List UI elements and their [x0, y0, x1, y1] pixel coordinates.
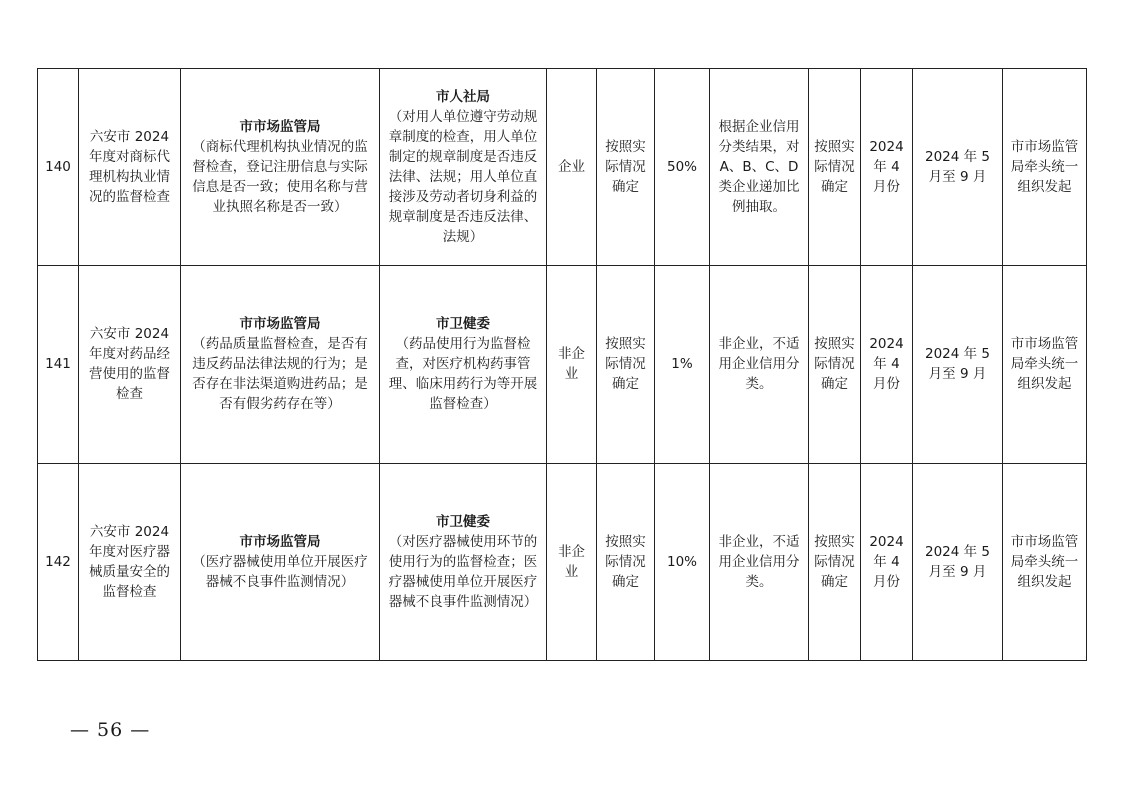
table-row: [38, 69, 1087, 266]
lead-department-cell: [181, 69, 380, 266]
row-number-cell: 140: [38, 69, 79, 266]
lead-department-cell: [181, 463, 380, 660]
cooperating-department-detail: （药品使用行为监督检查，对医疗机构药事管理、临床用药行为等开展监督检查）: [388, 336, 538, 413]
cooperating-department-name: 市卫健委: [436, 316, 490, 333]
object-type-cell: 非企业: [547, 463, 597, 660]
lead-department-detail: （医疗器械使用单位开展医疗器械不良事件监测情况）: [192, 553, 368, 590]
note-cell: 市市场监管局牵头统一组织发起: [1003, 463, 1087, 660]
lead-department-name: 市市场监管局: [239, 119, 321, 136]
start-time-cell: 2024 年 4 月份: [861, 69, 913, 266]
inspection-plan-table: [37, 68, 1087, 661]
lead-department-cell: [181, 266, 380, 463]
inspection-method-cell: 按照实际情况确定: [809, 463, 861, 660]
inspection-method-cell: 按照实际情况确定: [809, 69, 861, 266]
inspection-method-cell: 按照实际情况确定: [809, 266, 861, 463]
row-number-cell: 141: [38, 266, 79, 463]
credit-classification-cell: 非企业，不适用企业信用分类。: [710, 266, 809, 463]
note-cell: 市市场监管局牵头统一组织发起: [1003, 266, 1087, 463]
start-time-cell: 2024 年 4 月份: [861, 463, 913, 660]
inspection-period-cell: 2024 年 5 月至 9 月: [913, 463, 1003, 660]
lead-department-name: 市市场监管局: [239, 316, 321, 333]
cooperating-department-detail: （对医疗器械使用环节的使用行为的监督检查；医疗器械使用单位开展医疗器械不良事件监测情况）: [388, 533, 538, 610]
page-number: — 56 —: [70, 719, 151, 741]
lead-department-detail: （药品质量监督检查，是否有违反药品法律法规的行为；是否存在非法渠道购进药品；是否有假劣药存在等）: [192, 336, 368, 413]
task-name-cell: 六安市 2024 年度对商标代理机构执业情况的监督检查: [79, 69, 181, 266]
cooperating-department-detail: （对用人单位遵守劳动规章制度的检查，用人单位制定的规章制度是否违反法律、法规；用人单位直接涉及劳动者切身利益的规章制度是否违反法律、法规）: [388, 109, 538, 246]
credit-classification-cell: 根据企业信用分类结果，对 A、B、C、D 类企业递加比例抽取。: [710, 69, 809, 266]
cooperating-department-cell: [380, 463, 547, 660]
task-name-cell: 六安市 2024 年度对药品经营使用的监督检查: [79, 266, 181, 463]
object-type-cell: 非企业: [547, 266, 597, 463]
cooperating-department-cell: [380, 69, 547, 266]
task-name-cell: 六安市 2024 年度对医疗器械质量安全的监督检查: [79, 463, 181, 660]
inspection-period-cell: 2024 年 5 月至 9 月: [913, 266, 1003, 463]
sample-ratio-cell: 10%: [655, 463, 710, 660]
sample-ratio-cell: 1%: [655, 266, 710, 463]
sample-quantity-cell: 按照实际情况确定: [597, 69, 655, 266]
sample-quantity-cell: 按照实际情况确定: [597, 266, 655, 463]
note-cell: 市市场监管局牵头统一组织发起: [1003, 69, 1087, 266]
table-row: [38, 463, 1087, 660]
lead-department-name: 市市场监管局: [239, 533, 321, 550]
credit-classification-cell: 非企业，不适用企业信用分类。: [710, 463, 809, 660]
lead-department-detail: （商标代理机构执业情况的监督检查，登记注册信息与实际信息是否一致；使用名称与营业执照名称是否一致）: [192, 139, 368, 216]
cooperating-department-name: 市卫健委: [436, 513, 490, 530]
object-type-cell: 企业: [547, 69, 597, 266]
inspection-period-cell: 2024 年 5 月至 9 月: [913, 69, 1003, 266]
sample-ratio-cell: 50%: [655, 69, 710, 266]
cooperating-department-name: 市人社局: [436, 89, 490, 106]
row-number-cell: 142: [38, 463, 79, 660]
table-row: [38, 266, 1087, 463]
sample-quantity-cell: 按照实际情况确定: [597, 463, 655, 660]
start-time-cell: 2024 年 4 月份: [861, 266, 913, 463]
cooperating-department-cell: [380, 266, 547, 463]
